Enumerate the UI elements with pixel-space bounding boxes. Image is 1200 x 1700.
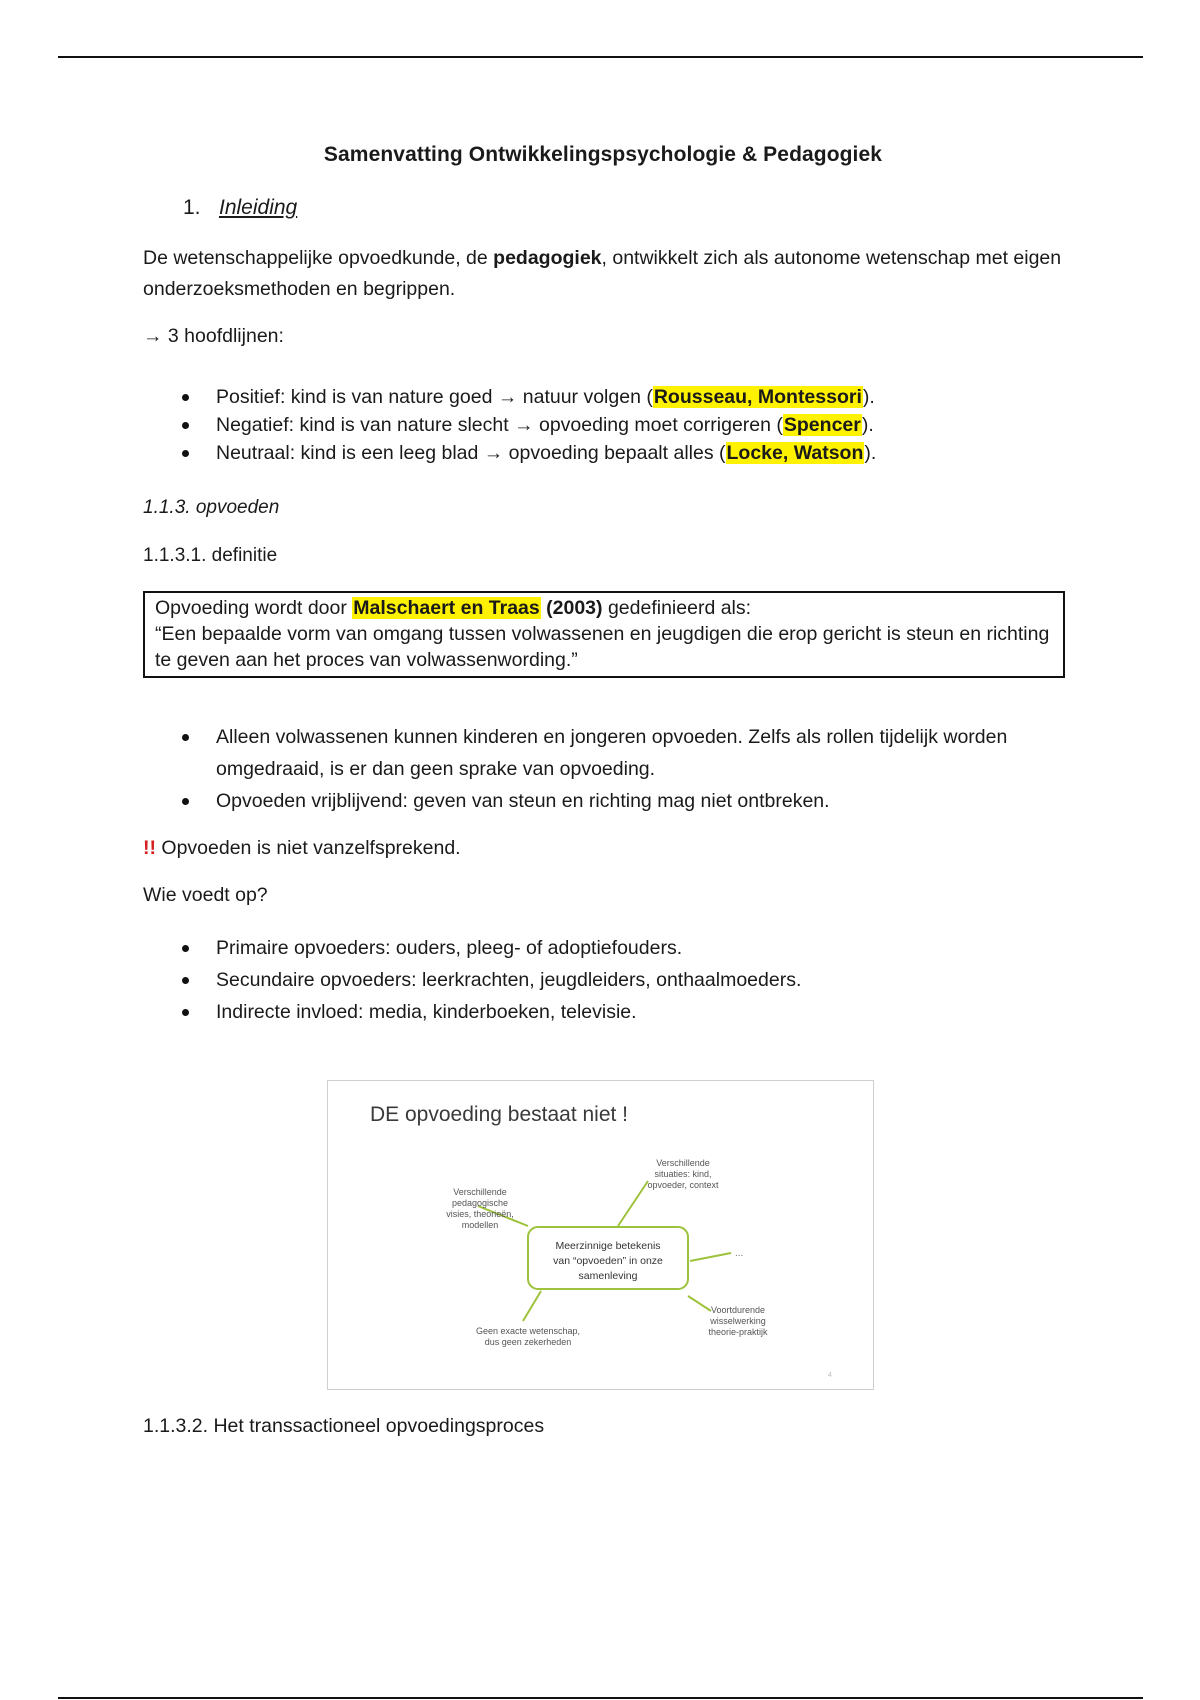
node-text: Voortdurende: [710, 1305, 766, 1315]
slide-page-number: 4: [828, 1372, 832, 1379]
who-question: Wie voedt op?: [143, 884, 268, 906]
list-item: Indirecte invloed: media, kinderboeken, televisie.: [143, 996, 801, 1028]
highlight-names: Rousseau, Montessori: [653, 386, 862, 408]
list-item: [143, 439, 876, 467]
educators-list: [143, 932, 801, 1028]
warning-text: Opvoeden is niet vanzelfsprekend.: [156, 837, 461, 859]
node-bottom-right: [708, 1305, 768, 1337]
definition-quote: “Een bepaalde vorm van omgang tussen volwassenen en jeugdigen die erop gericht is steun en richting te geven aan het proces van volwassenwording.”: [155, 623, 1050, 671]
definition-authors: Malschaert en Traas: [353, 597, 540, 619]
bottom-rule: [58, 1697, 1143, 1699]
item-text: Neutraal: kind is een leeg blad → opvoeding bepaalt alles (: [216, 442, 726, 464]
intro-paragraph: [143, 243, 1063, 305]
center-line-3: samenleving: [578, 1270, 638, 1282]
node-text: visies, theorieën,: [446, 1209, 514, 1219]
item-text: Positief: kind is van nature goed → natuur volgen (: [216, 386, 653, 408]
highlight-names: Spencer: [783, 414, 861, 436]
section-heading-inleiding: [183, 196, 297, 220]
intro-pre: De wetenschappelijke opvoedkunde, de: [143, 247, 494, 269]
list-item: Alleen volwassenen kunnen kinderen en jongeren opvoeden. Zelfs als rollen tijdelijk worden omgedraaid, is er dan geen sprake van opvoeding.: [143, 721, 1043, 785]
arrow-icon: →: [143, 325, 163, 347]
definition-pre: Opvoeding wordt door: [155, 597, 353, 619]
node-text: wisselwerking: [710, 1316, 766, 1326]
item-text-end: ).: [861, 414, 874, 436]
warning-line: [143, 837, 461, 860]
hoofdlijnen-list: [143, 383, 876, 467]
subheading-definitie: 1.1.3.1. definitie: [143, 545, 278, 566]
list-item: [143, 411, 876, 439]
definition-line: [155, 595, 1053, 621]
slide-image: [327, 1080, 874, 1390]
node-top-left: [446, 1187, 514, 1230]
item-text-end: ).: [862, 386, 875, 408]
definition-post: gedefinieerd als:: [602, 597, 752, 619]
section-number: 1.: [183, 196, 201, 219]
definition-year: (2003): [540, 597, 603, 619]
center-line-1: Meerzinnige betekenis: [555, 1240, 661, 1252]
hoofdlijnen-intro: [143, 321, 1063, 352]
node-text: modellen: [461, 1220, 499, 1230]
node-text: Geen exacte wetenschap,: [475, 1326, 581, 1336]
node-text: situaties: kind,: [654, 1169, 712, 1179]
definition-points-list: [143, 721, 1043, 817]
node-text: Verschillende: [656, 1158, 710, 1168]
intro-bold-term: pedagogiek: [493, 247, 602, 269]
node-text: opvoeder, context: [647, 1180, 719, 1190]
list-item: [143, 383, 876, 411]
center-line-2: van “opvoeden” in onze: [553, 1255, 663, 1267]
hoofdlijnen-label: 3 hoofdlijnen:: [162, 325, 284, 347]
subheading-transactioneel: 1.1.3.2. Het transsactioneel opvoedingsproces: [143, 1415, 545, 1437]
node-text: pedagogische: [451, 1198, 509, 1208]
section-title: Inleiding: [219, 196, 298, 219]
item-text: Negatief: kind is van nature slecht → opvoeding moet corrigeren (: [216, 414, 783, 436]
node-text: Verschillende: [453, 1187, 507, 1197]
mindmap-diagram: [328, 1081, 873, 1389]
item-text-end: ).: [864, 442, 877, 464]
document-title: Samenvatting Ontwikkelingspsychologie & Pedagogiek: [323, 143, 883, 166]
warning-icon: !!: [143, 837, 156, 859]
list-item: Opvoeden vrijblijvend: geven van steun en richting mag niet ontbreken.: [143, 785, 1043, 817]
subheading-opvoeden: 1.1.3. opvoeden: [143, 497, 280, 518]
node-bottom-left: [476, 1326, 580, 1347]
top-rule: [58, 56, 1143, 58]
node-text: dus geen zekerheden: [484, 1337, 572, 1347]
list-item: Secundaire opvoeders: leerkrachten, jeugdleiders, onthaalmoeders.: [143, 964, 801, 996]
node-text: theorie-praktijk: [708, 1327, 768, 1337]
slide-title: DE opvoeding bestaat niet !: [370, 1103, 629, 1126]
intro-post: , ontwikkelt zich als autonome wetenschap met eigen onderzoeksmethoden en begrippen.: [143, 247, 1062, 300]
node-top-right: [647, 1158, 719, 1190]
highlight-names: Locke, Watson: [726, 442, 864, 464]
list-item: Primaire opvoeders: ouders, pleeg- of adoptiefouders.: [143, 932, 801, 964]
node-right-ellipsis: ...: [735, 1248, 744, 1259]
definition-box: [143, 591, 1065, 678]
